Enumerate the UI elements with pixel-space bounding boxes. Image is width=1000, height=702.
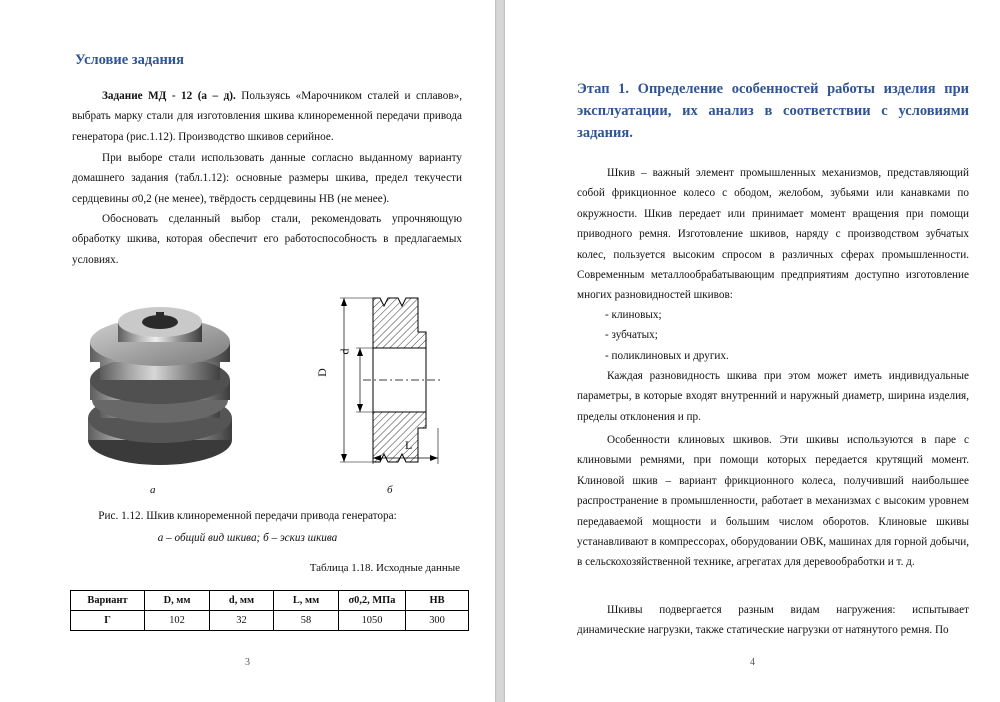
paragraph-1: Шкив – важный элемент промышленных механизмов, представляющий собой фрикционное колесо с ободом, желобом, зубьями или канавками по окружности. Шкив передает или принимает момент вращения при помощи приводного ремня. Изготовление шкивов, наряду с производством зубчатых колес, пользуется высоким спросом в различных сферах промышленности. Современным металлообрабатывающим предприятиям доступно изготовление многих разновидностей шкивов:	[577, 167, 969, 302]
table-header-row	[71, 591, 469, 611]
list-item: - зубчатых;	[605, 329, 658, 342]
figure-label-b: б	[387, 484, 393, 496]
table-cell: 102	[145, 611, 210, 631]
pulley-types-list	[605, 305, 729, 366]
figure-caption-line1: Рис. 1.12. Шкив клиноременной передачи привода генератора:	[98, 510, 397, 522]
paragraph-3: Обосновать сделанный выбор стали, рекомендовать упрочняющую обработку шкива, которая обеспечит его работоспособность в предлагаемых условиях.	[72, 213, 462, 266]
table-header-cell: d, мм	[210, 591, 274, 611]
task-title: Задание МД - 12 (а – д).	[102, 90, 236, 102]
sketch-label-d: d	[337, 348, 352, 355]
table-cell: 1050	[339, 611, 406, 631]
data-table	[70, 590, 469, 631]
table-row	[71, 611, 469, 631]
table-header-cell: L, мм	[274, 591, 339, 611]
figure-caption-line2: а – общий вид шкива; б – эскиз шкива	[157, 532, 338, 544]
table-header-cell: σ0,2, МПа	[339, 591, 406, 611]
list-item: - клиновых;	[605, 309, 662, 321]
page-heading: Условие задания	[75, 52, 184, 68]
list-item: - поликлиновых и других.	[605, 349, 729, 362]
table-header-cell: HB	[406, 591, 469, 611]
table-cell: 32	[210, 611, 274, 631]
task-text: Пользуясь «Марочником сталей и сплавов», выбрать марку стали для изготовления шкива клиноременной передачи привода генератора (рис.1.12). Производство шкивов серийное.	[72, 90, 463, 143]
pulley-photo	[78, 300, 243, 475]
pulley-sketch	[318, 292, 458, 467]
paragraph-3: Особенности клиновых шкивов. Эти шкивы используются в паре с клиновыми ремнями, при помощи которых передается крутящий момент. Клиновой шкив – вариант фрикционного колеса, получивший наибольшее распространение в промышленности, работает в механизмах с высоким уровнем передаваемой мощности и большим числом оборотов. Клиновые шкивы устанавливают в компрессорах, оборудовании ОВК, машинах для горной добычи, в сельскохозяйственной технике, агрегатах для деревообработки и т. д.	[577, 434, 969, 569]
sketch-label-D: D	[314, 368, 329, 377]
table-header-cell: Вариант	[71, 591, 145, 611]
table-cell: Г	[71, 611, 145, 631]
sketch-label-L: L	[405, 438, 413, 452]
page-heading: Этап 1. Определение особенностей работы изделия при эксплуатации, их анализ в соответствии с условиями задания.	[577, 81, 969, 141]
table-cell: 58	[274, 611, 339, 631]
task-paragraph	[72, 86, 462, 147]
paragraph-2: При выборе стали использовать данные согласно выданному варианту домашнего задания (табл.1.12): основные размеры шкива, предел текучести сердцевины σ0,2 (не менее), твёрдость сердцевины НВ (не менее).	[72, 152, 462, 205]
page-3	[0, 0, 495, 702]
table-title: Таблица 1.18. Исходные данные	[309, 562, 460, 574]
page-number: 3	[245, 657, 250, 668]
page-number: 4	[750, 657, 755, 668]
figure-label-a: а	[150, 484, 156, 496]
table-header-cell: D, мм	[145, 591, 210, 611]
paragraph-4: Шкивы подвергается разным видам нагружения: испытывает динамические нагрузки, также статические нагрузки от натянутого ремня. По	[577, 604, 969, 637]
table-cell: 300	[406, 611, 469, 631]
page-4	[505, 0, 1000, 702]
paragraph-2: Каждая разновидность шкива при этом может иметь индивидуальные параметры, в которые входят внутренний и наружный диаметр, ширина изделия, пределы отклонения и пр.	[577, 370, 969, 423]
